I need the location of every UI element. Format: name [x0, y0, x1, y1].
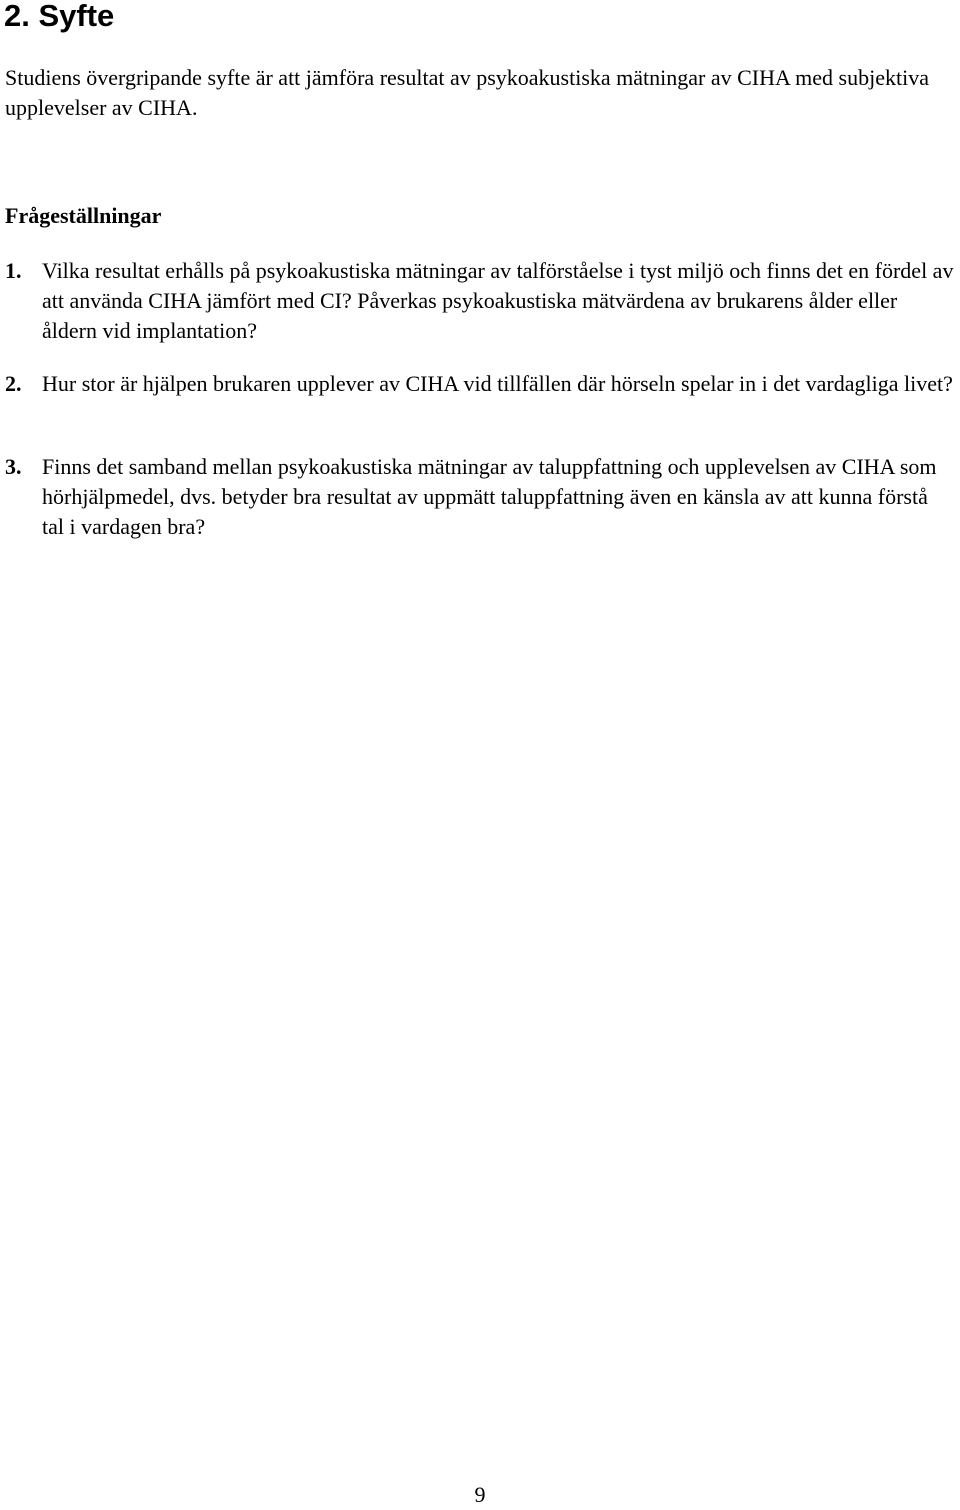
purpose-paragraph: Studiens övergripande syfte är att jämföra resultat av psykoakustiska mätningar av CIHA med subjektiva upplevelser av CIHA. [5, 65, 929, 120]
question-text: Vilka resultat erhålls på psykoakustiska mätningar av talförståelse i tyst miljö och finns det en fördel av att använda CIHA jämfört med CI? Påverkas psykoakustiska mätvärdena av brukarens ålder eller åldern vid implantation? [42, 258, 954, 343]
research-question-1 [5, 256, 955, 346]
question-text: Finns det samband mellan psykoakustiska mätningar av taluppfattning och upplevelsen av CIHA som hörhjälpmedel, dvs. betyder bra resultat av uppmätt taluppfattning även en känsla av att kunna förstå tal i vardagen bra? [42, 454, 937, 539]
page-number: 9 [474, 1482, 486, 1507]
section-heading: 2. Syfte [4, 0, 115, 33]
research-question-2 [5, 369, 955, 399]
research-questions-heading: Frågeställningar [5, 203, 162, 228]
question-number: 3. [5, 454, 22, 479]
research-question-3 [5, 452, 955, 542]
question-number: 1. [5, 258, 22, 283]
question-number: 2. [5, 371, 22, 396]
question-text: Hur stor är hjälpen brukaren upplever av CIHA vid tillfällen där hörseln spelar in i det vardagliga livet? [42, 371, 953, 396]
